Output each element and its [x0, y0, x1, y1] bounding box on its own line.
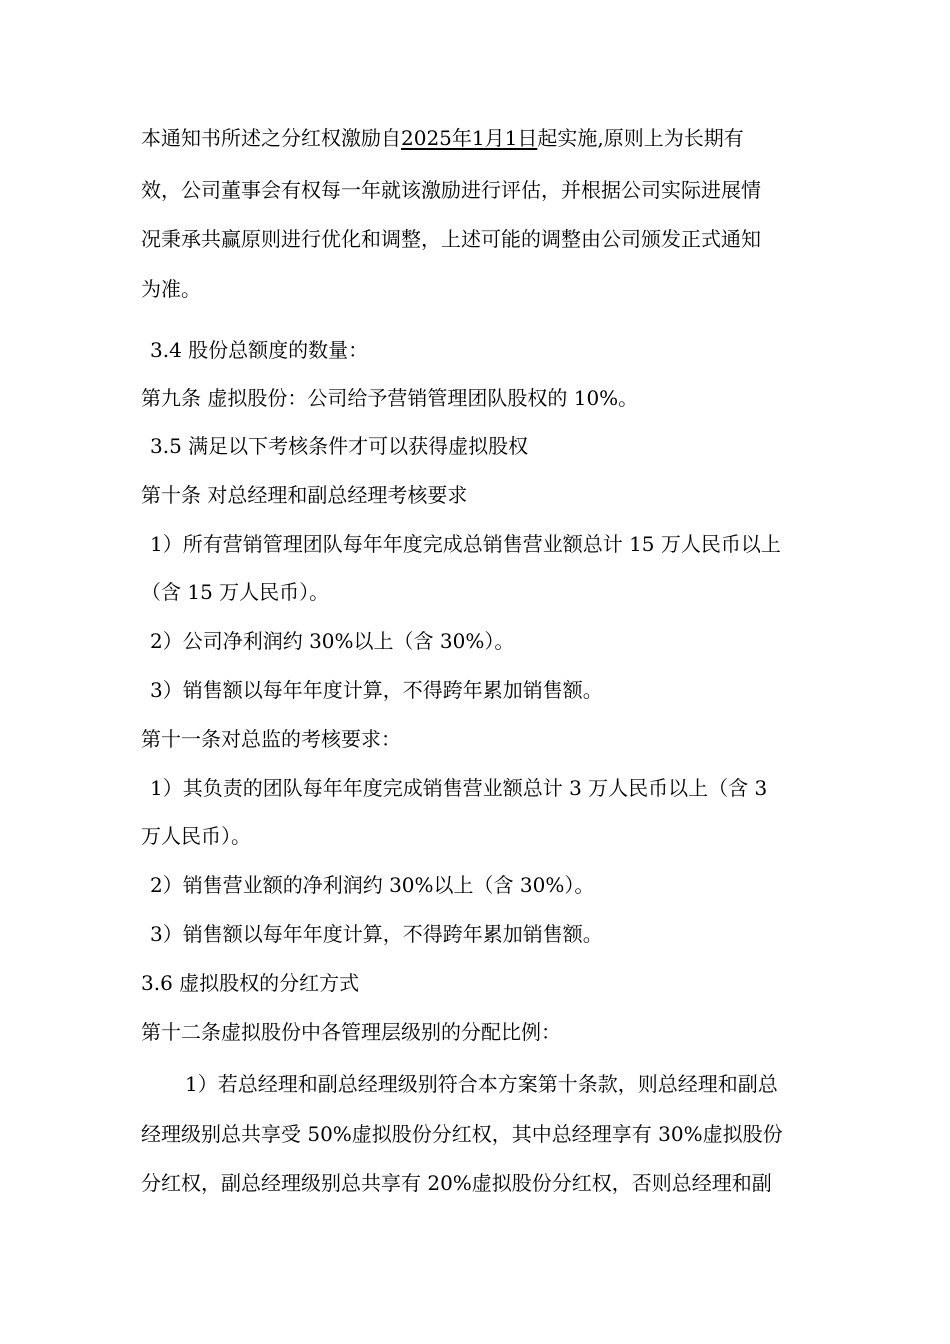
article-11-item-1-line-2: 万人民币）。	[141, 824, 251, 848]
article-11-item-3: 3）销售额以每年年度计算，不得跨年累加销售额。	[150, 922, 603, 946]
article-12-item-1-line-2: 经理级别总共享受 50%虚拟股份分红权，其中总经理享有 30%虚拟股份	[141, 1122, 783, 1146]
article-10-title: 第十条 对总经理和副总经理考核要求	[141, 483, 468, 507]
article-11-item-1-line-1: 1）其负责的团队每年年度完成销售营业额总计 3 万人民币以上（含 3	[150, 776, 768, 800]
intro-paragraph-line-4: 为准。	[141, 277, 201, 301]
intro-paragraph-line-2: 效，公司董事会有权每一年就该激励进行评估，并根据公司实际进展情	[141, 178, 761, 202]
section-3-4-heading: 3.4 股份总额度的数量：	[150, 338, 369, 362]
article-10-item-1-line-2: （含 15 万人民币）。	[141, 580, 330, 604]
article-12-item-1-line-1: 1）若总经理和副总经理级别符合本方案第十条款，则总经理和副总	[185, 1072, 778, 1096]
article-12-item-1-line-3: 分红权，副总经理级别总共享有 20%虚拟股份分红权，否则总经理和副	[141, 1171, 772, 1195]
article-9: 第九条 虚拟股份：公司给予营销管理团队股权的 10%。	[141, 386, 639, 410]
intro-text-a: 本通知书所述之分红权激励自	[141, 126, 401, 150]
article-10-item-2: 2）公司净利润约 30%以上（含 30%）。	[150, 629, 515, 653]
intro-paragraph-line-1	[141, 124, 744, 152]
article-10-item-3: 3）销售额以每年年度计算，不得跨年累加销售额。	[150, 678, 603, 702]
article-11-title: 第十一条对总监的考核要求：	[141, 727, 401, 751]
article-12-title: 第十二条虚拟股份中各管理层级别的分配比例：	[141, 1020, 561, 1044]
section-3-6-heading: 3.6 虚拟股权的分红方式	[141, 971, 360, 995]
effective-date: 2025年1月1日	[401, 126, 538, 150]
article-10-item-1-line-1: 1）所有营销管理团队每年年度完成总销售营业额总计 15 万人民币以上	[150, 532, 781, 556]
intro-paragraph-line-3: 况秉承共赢原则进行优化和调整，上述可能的调整由公司颁发正式通知	[141, 227, 761, 251]
section-3-5-heading: 3.5 满足以下考核条件才可以获得虚拟股权	[150, 434, 529, 458]
article-11-item-2: 2）销售营业额的净利润约 30%以上（含 30%）。	[150, 873, 595, 897]
intro-text-b: 起实施,原则上为长期有	[537, 126, 744, 150]
